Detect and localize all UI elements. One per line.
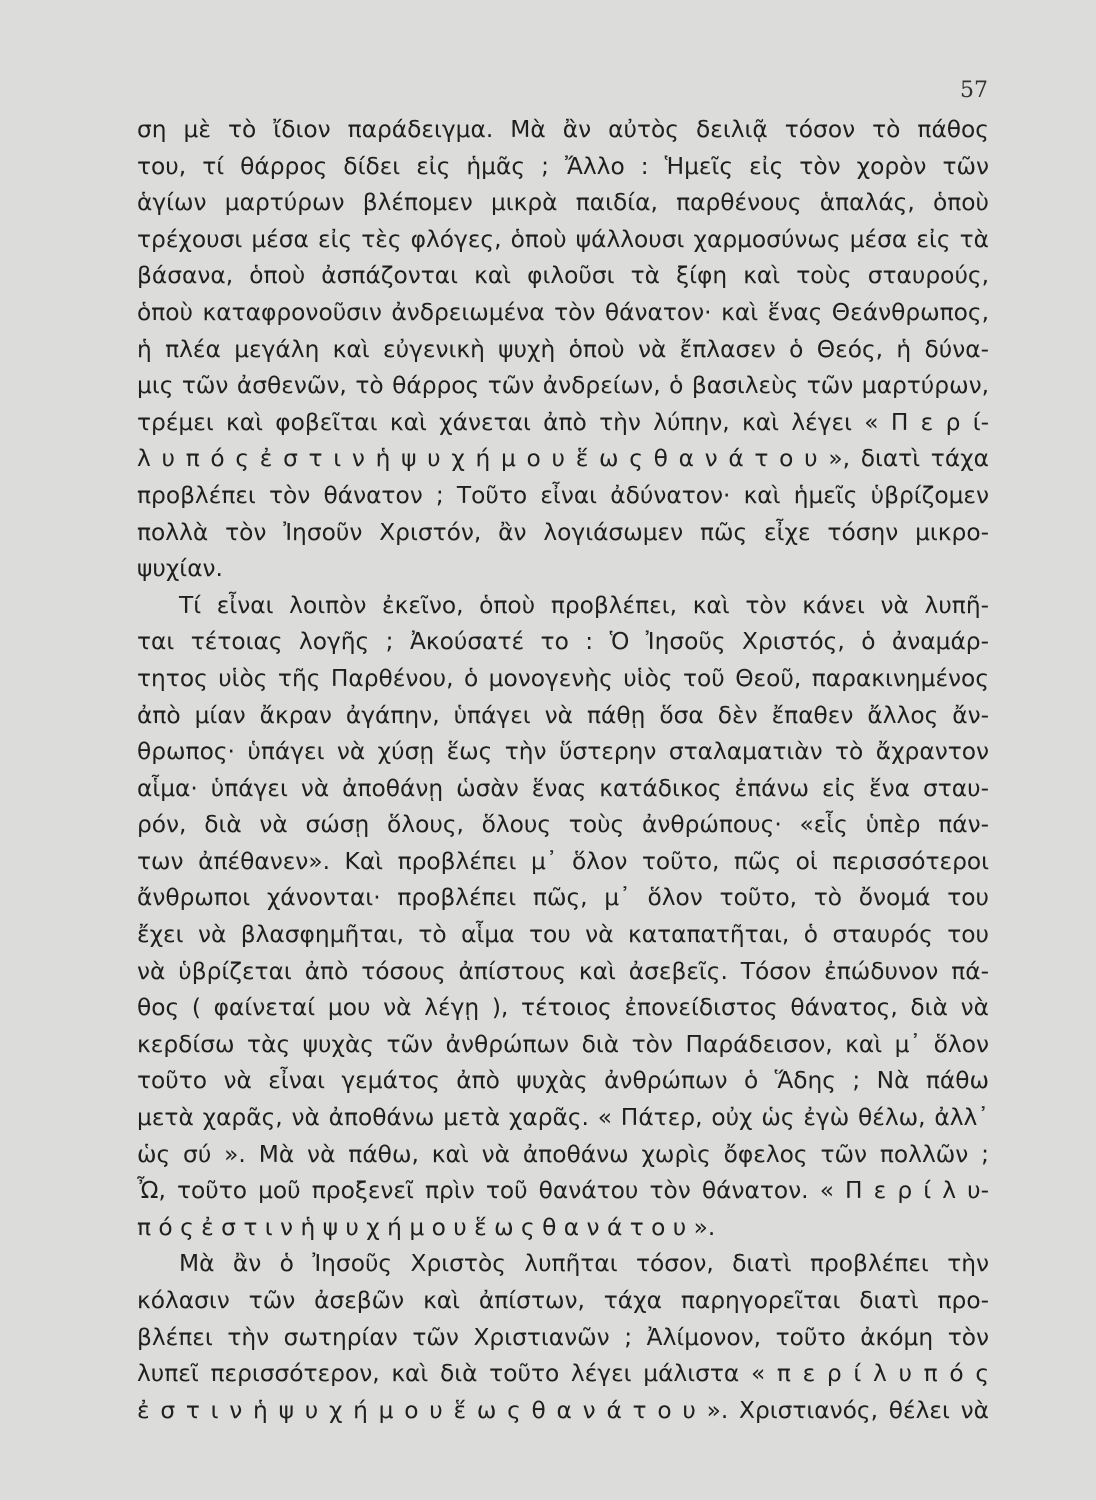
- text-line: ἁγίων μαρτύρων βλέπομεν μικρὰ παιδία, παρθένους ἁπαλάς, ὁποὺ: [137, 189, 989, 217]
- text-line: μετὰ χαρᾶς, νὰ ἀποθάνω μετὰ χαρᾶς. « Πάτερ, οὐχ ὡς ἐγὼ θέλω, ἀλλ᾽: [137, 1104, 989, 1132]
- text-line: τοῦτο νὰ εἶναι γεμάτος ἀπὸ ψυχὰς ἀνθρώπων ὁ Ἅδης ; Νὰ πάθω: [137, 1067, 989, 1095]
- text-line: λυπεῖ περισσότερον, καὶ διὰ τοῦτο λέγει μάλιστα « π ε ρ ί λ υ π ό ς: [137, 1360, 989, 1388]
- text-line: κερδίσω τὰς ψυχὰς τῶν ἀνθρώπων διὰ τὸν Παράδεισον, καὶ μ᾽ ὅλον: [137, 1030, 989, 1058]
- text-line: ἡ πλέα μεγάλη καὶ εὐγενικὴ ψυχὴ ὁποὺ νὰ ἔπλασεν ὁ Θεός, ἡ δύνα-: [137, 335, 989, 363]
- text-line: λ υ π ό ς ἐ σ τ ι ν ἡ ψ υ χ ή μ ο υ ἕ ω ς θ α ν ά τ ο υ », διατὶ τάχα: [137, 445, 989, 473]
- text-line: ται τέτοιας λογῆς ; Ἀκούσατέ το : Ὁ Ἰησοῦς Χριστός, ὁ ἀναμάρ-: [137, 628, 989, 656]
- text-line: θος ( φαίνεταί μου νὰ λέγῃ ), τέτοιος ἐπονείδιστος θάνατος, διὰ νὰ: [137, 994, 989, 1022]
- text-line: Τί εἶναι λοιπὸν ἐκεῖνο, ὁποὺ προβλέπει, καὶ τὸν κάνει νὰ λυπῆ-: [179, 591, 989, 619]
- text-line: Ὦ, τοῦτο μοῦ προξενεῖ πρὶν τοῦ θανάτου τὸν θάνατον. « Π ε ρ ί λ υ-: [137, 1177, 989, 1205]
- text-line: των ἀπέθανεν». Καὶ προβλέπει μ᾽ ὅλον τοῦτο, πῶς οἱ περισσότεροι: [137, 847, 989, 875]
- text-line: ἐ σ τ ι ν ἡ ψ υ χ ή μ ο υ ἕ ω ς θ α ν ά τ ο υ ». Χριστιανός, θέλει νὰ: [137, 1396, 989, 1424]
- text-line: ρόν, διὰ νὰ σώσῃ ὅλους, ὅλους τοὺς ἀνθρώπους· «εἷς ὑπὲρ πάν-: [137, 811, 989, 839]
- text-line: ὡς σύ ». Μὰ νὰ πάθω, καὶ νὰ ἀποθάνω χωρὶς ὄφελος τῶν πολλῶν ;: [137, 1140, 989, 1168]
- text-line: ἀπὸ μίαν ἄκραν ἀγάπην, ὑπάγει νὰ πάθῃ ὅσα δὲν ἔπαθεν ἄλλος ἄν-: [137, 701, 989, 729]
- text-line: π ό ς ἐ σ τ ι ν ἡ ψ υ χ ή μ ο υ ἕ ω ς θ α ν ά τ ο υ ».: [137, 1213, 716, 1241]
- text-line: νὰ ὑβρίζεται ἀπὸ τόσους ἀπίστους καὶ ἀσεβεῖς. Τόσον ἐπώδυνον πά-: [137, 957, 989, 985]
- text-line: ψυχίαν.: [137, 555, 223, 583]
- text-line: του, τί θάρρος δίδει εἰς ἡμᾶς ; Ἄλλο : Ἡμεῖς εἰς τὸν χορὸν τῶν: [137, 152, 989, 180]
- text-line: τρέμει καὶ φοβεῖται καὶ χάνεται ἀπὸ τὴν λύπην, καὶ λέγει « Π ε ρ ί-: [137, 408, 989, 436]
- text-line: πολλὰ τὸν Ἰησοῦν Χριστόν, ἂν λογιάσωμεν πῶς εἶχε τόσην μικρο-: [137, 518, 989, 546]
- text-line: θρωπος· ὑπάγει νὰ χύσῃ ἕως τὴν ὕστερην σταλαματιὰν τὸ ἄχραντον: [137, 738, 989, 766]
- text-line: ὁποὺ καταφρονοῦσιν ἀνδρειωμένα τὸν θάνατον· καὶ ἕνας Θεάνθρωπος,: [137, 298, 989, 326]
- body-text: [137, 112, 989, 1429]
- text-line: Μὰ ἂν ὁ Ἰησοῦς Χριστὸς λυπῆται τόσον, διατὶ προβλέπει τὴν: [179, 1250, 989, 1278]
- text-line: ἄνθρωποι χάνονται· προβλέπει πῶς, μ᾽ ὅλον τοῦτο, τὸ ὄνομά του: [137, 884, 989, 912]
- text-line: τρέχουσι μέσα εἰς τὲς φλόγες, ὁποὺ ψάλλουσι χαρμοσύνως μέσα εἰς τὰ: [137, 225, 989, 253]
- text-line: ἔχει νὰ βλασφημῆται, τὸ αἷμα του νὰ καταπατῆται, ὁ σταυρός του: [137, 921, 989, 949]
- text-line: προβλέπει τὸν θάνατον ; Τοῦτο εἶναι ἀδύνατον· καὶ ἡμεῖς ὑβρίζομεν: [137, 481, 989, 509]
- page-number: 57: [960, 78, 988, 103]
- text-line: τητος υἱὸς τῆς Παρθένου, ὁ μονογενὴς υἱὸς τοῦ Θεοῦ, παρακινημένος: [137, 664, 989, 692]
- text-line: μις τῶν ἀσθενῶν, τὸ θάρρος τῶν ἀνδρείων, ὁ βασιλεὺς τῶν μαρτύρων,: [137, 372, 989, 400]
- text-line: κόλασιν τῶν ἀσεβῶν καὶ ἀπίστων, τάχα παρηγορεῖται διατὶ προ-: [137, 1287, 989, 1314]
- text-line: αἷμα· ὑπάγει νὰ ἀποθάνῃ ὡσὰν ἕνας κατάδικος ἐπάνω εἰς ἕνα σταυ-: [137, 774, 989, 802]
- text-line: βλέπει τὴν σωτηρίαν τῶν Χριστιανῶν ; Ἀλίμονον, τοῦτο ἀκόμη τὸν: [137, 1323, 989, 1351]
- text-line: βάσανα, ὁποὺ ἀσπάζονται καὶ φιλοῦσι τὰ ξίφη καὶ τοὺς σταυρούς,: [137, 262, 989, 290]
- text-line: ση μὲ τὸ ἴδιον παράδειγμα. Μὰ ἂν αὐτὸς δειλιᾷ τόσον τὸ πάθος: [137, 116, 989, 143]
